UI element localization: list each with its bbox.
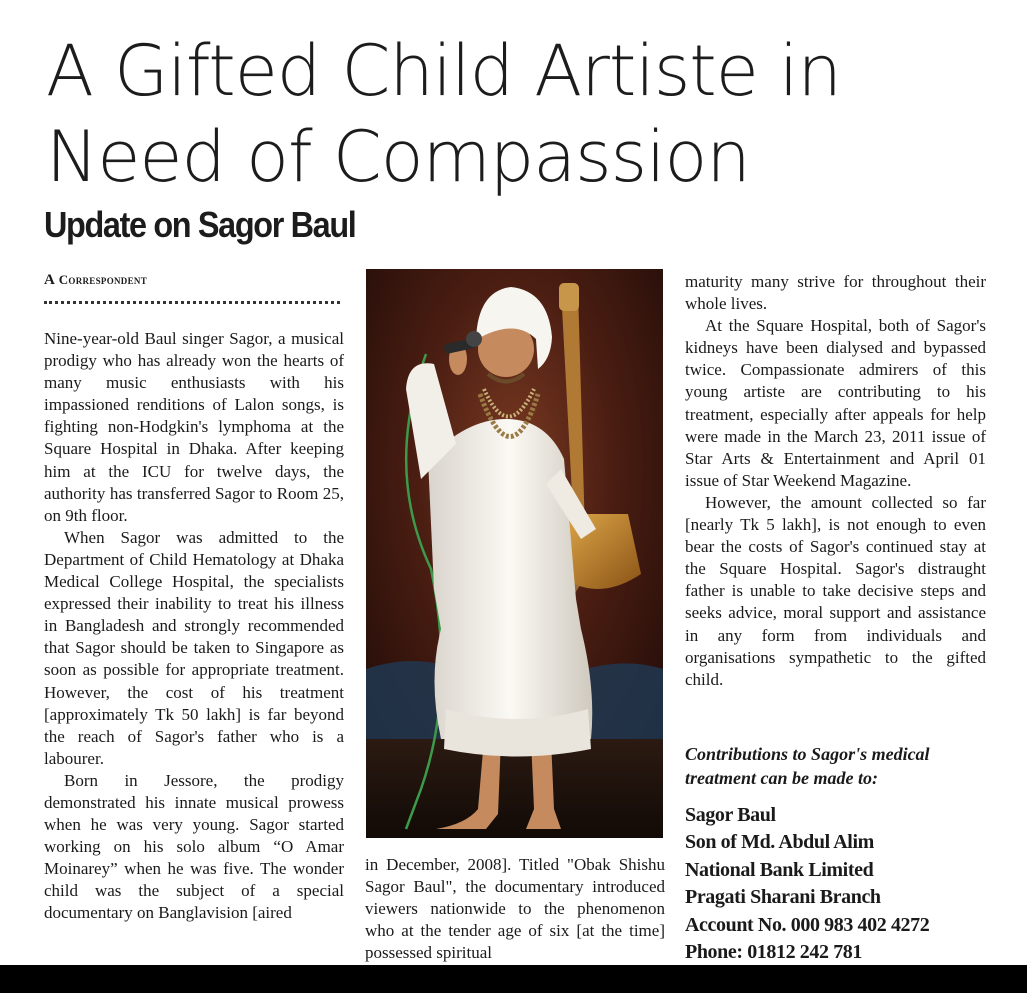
headline-line-2: Need of Compassion [46, 116, 750, 198]
article-column-3 [685, 271, 986, 691]
article-byline: A Correspondent [44, 272, 148, 288]
bottom-black-bar [0, 965, 1027, 993]
paragraph: in December, 2008]. Titled "Obak Shishu Sagor Baul", the documentary introduced viewers nationwide to the phenomenon who at the tender age of six [at the time] possessed spiritual [365, 855, 665, 963]
article-subheadline: Update on Sagor Baul [44, 204, 356, 245]
paragraph: Born in Jessore, the prodigy demonstrated his innate musical prowess when he was very young. Sagor started working on his solo album “O Amar Moinarey” when he was five. The wonder child was the subject of a special documentary on Banglavision [aired [44, 770, 344, 923]
contributions-line: treatment can be made to: [685, 768, 878, 788]
paragraph: However, the amount collected so far [nearly Tk 5 lakh], is not enough to even bear the costs of Sagor's continued stay at the Square Hospital. Sagor's distraught father is unable to take decisive steps and seeks advice, moral support and assistance in any form from individuals and organisations sympathetic to the gifted child. [685, 492, 986, 689]
paragraph: When Sagor was admitted to the Department of Child Hematology at Dhaka Medical College Hospital, the specialists expressed their inability to treat his illness in Bangladesh and strongly recommended that Sagor should be taken to Singapore as soon as possible for appropriate treatment. However, the cost of his treatment [approximately Tk 50 lakh] is far beyond the reach of Sagor's father who is a labourer. [44, 527, 344, 768]
article-headline [46, 28, 986, 200]
phone-number: Phone: 01812 242 781 [685, 941, 863, 964]
article-column-1 [44, 328, 344, 925]
byline-divider [44, 301, 340, 304]
headline-line-1: A Gifted Child Artiste in [46, 30, 841, 112]
paragraph: maturity many strive for throughout their whole lives. [685, 272, 986, 314]
bank-account-details [685, 802, 1005, 966]
account-number: Account No. 000 983 402 4272 [685, 913, 930, 936]
contributions-line: Contributions to Sagor's medical [685, 744, 930, 764]
article-column-2 [365, 854, 665, 964]
contributions-heading [685, 742, 990, 790]
account-holder-name: Sagor Baul [685, 804, 776, 826]
bank-branch: Pragati Sharani Branch [685, 886, 881, 909]
bank-name: National Bank Limited [685, 858, 874, 881]
paragraph: At the Square Hospital, both of Sagor's kidneys have been dialysed and bypassed twice. Compassionate admirers of this young artiste are contributing to his treatment, especially after appeals for help were made in the March 23, 2011 issue of Star Arts & Entertainment and April 01 issue of Star Weekend Magazine. [685, 316, 986, 490]
paragraph: Nine-year-old Baul singer Sagor, a musical prodigy who has already won the hearts of many music enthusiasts with his impassioned renditions of Lalon songs, is fighting non-Hodgkin's lymphoma at the Square Hospital in Dhaka. After keeping him at the ICU for twelve days, the authority has transferred Sagor to Room 25, on 9th floor. [44, 329, 344, 525]
article-photo [366, 269, 663, 838]
account-holder-parent: Son of Md. Abdul Alim [685, 831, 874, 854]
